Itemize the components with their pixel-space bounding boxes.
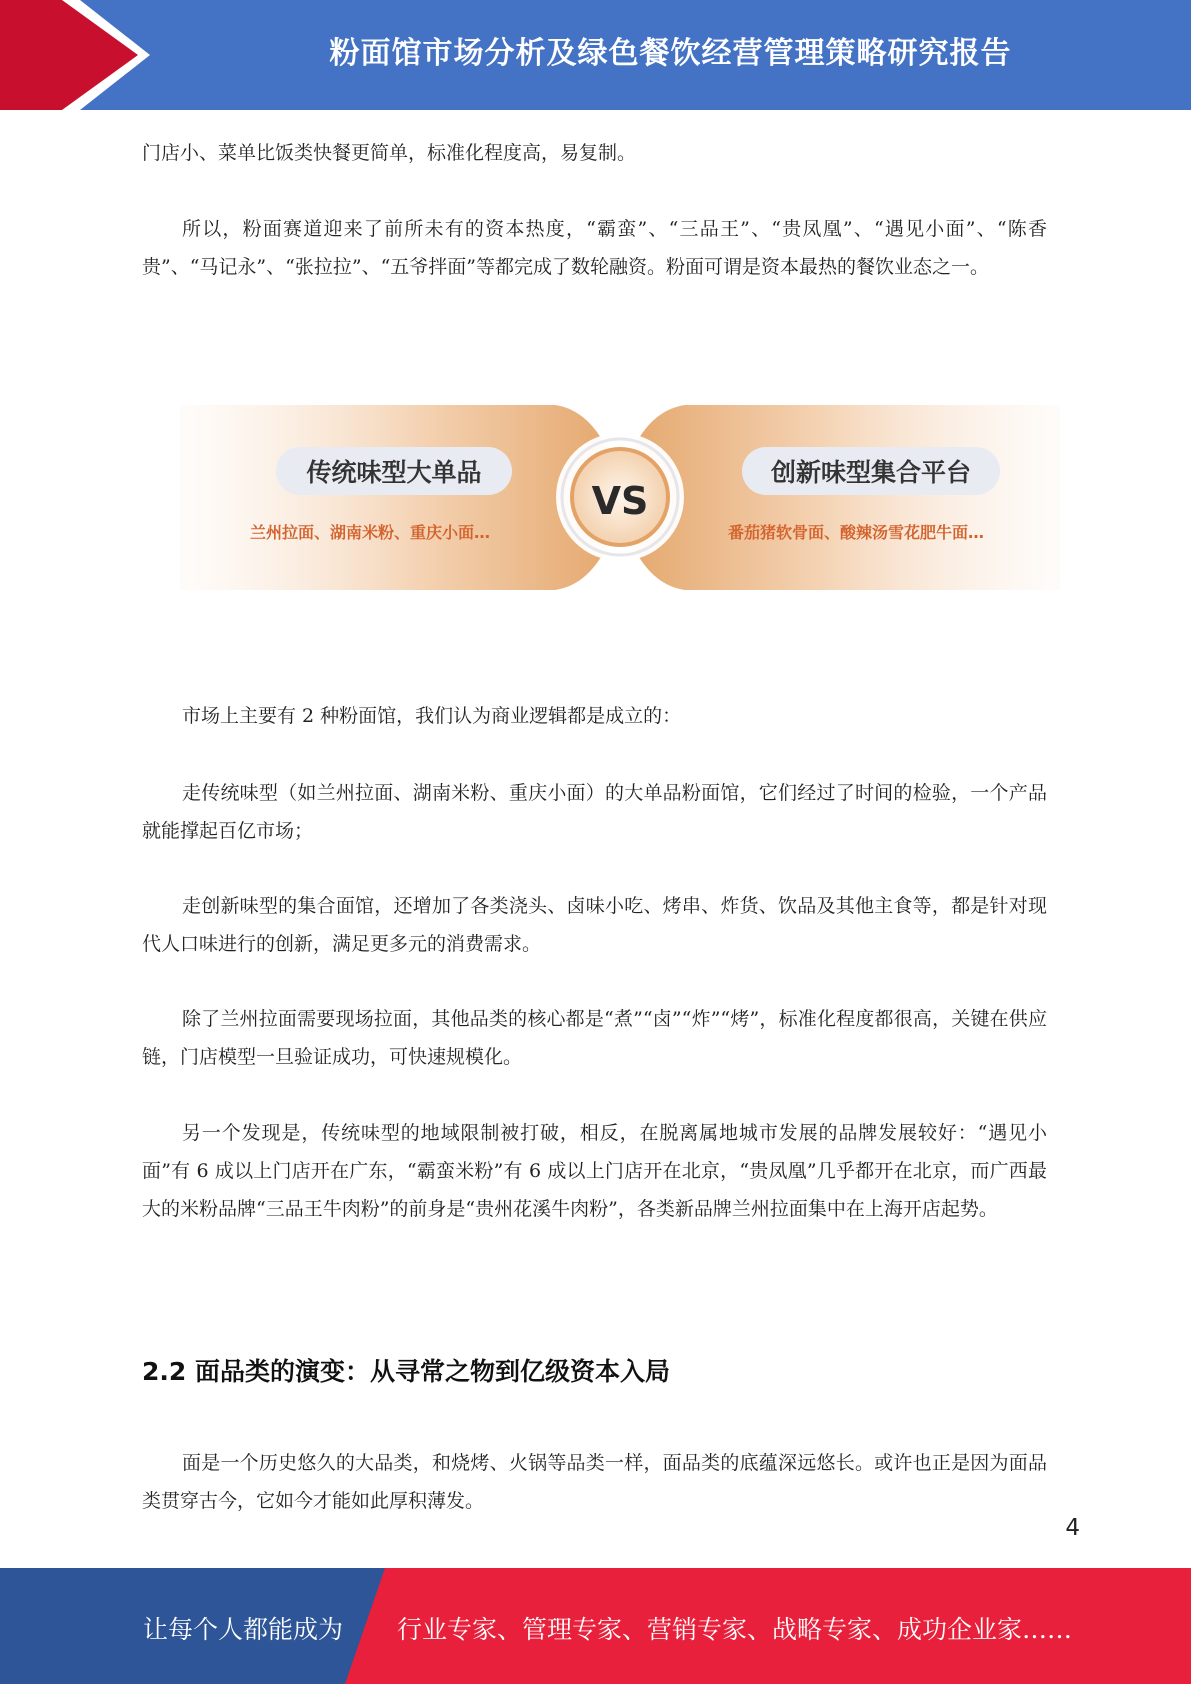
paragraph-intro: 门店小、菜单比饭类快餐更简单，标准化程度高，易复制。 <box>142 142 637 164</box>
paragraph-innovative: 走创新味型的集合面馆，还增加了各类浇头、卤味小吃、烤串、炸货、饮品及其他主食等，都是针对现代人口味进行的创新，满足更多元的消费需求。 <box>142 895 1047 955</box>
paragraph-noodle-history: 面是一个历史悠久的大品类，和烧烤、火锅等品类一样，面品类的底蕴深远悠长。或许也正是因为面品类贯穿古今，它如今才能如此厚积薄发。 <box>142 1452 1047 1512</box>
vs-label: VS <box>591 479 649 523</box>
paragraph-capital-heat: 所以，粉面赛道迎来了前所未有的资本热度，“霸蛮”、“三品王”、“贵凤凰”、“遇见小面”、“陈香贵”、“马记永”、“张拉拉”、“五爷拌面”等都完成了数轮融资。粉面可谓是资本最热的餐饮业态之一。 <box>142 218 1047 278</box>
page-header <box>0 0 1191 110</box>
section-heading: 2.2 面品类的演变：从寻常之物到亿级资本入局 <box>142 1357 670 1386</box>
footer-slogan-right: 行业专家、管理专家、营销专家、战略专家、成功企业家…… <box>397 1615 1073 1644</box>
traditional-examples: 兰州拉面、湖南米粉、重庆小面… <box>250 523 491 542</box>
paragraph-traditional: 走传统味型（如兰州拉面、湖南米粉、重庆小面）的大单品粉面馆，它们经过了时间的检验，一个产品就能撑起百亿市场； <box>142 782 1047 842</box>
page-number: 4 <box>1065 1515 1080 1541</box>
report-title: 粉面馆市场分析及绿色餐饮经营管理策略研究报告 <box>329 36 1012 71</box>
comparison-figure <box>180 405 1060 590</box>
paragraph-regional: 另一个发现是，传统味型的地域限制被打破，相反，在脱离属地城市发展的品牌发展较好：“遇见小面”有 6 成以上门店开在广东，“霸蛮米粉”有 6 成以上门店开在北京，“贵凤凰”几乎都开在北京，而广西最大的米粉品牌“三品王牛肉粉”的前身是“贵州花溪牛肉粉”，各类新品牌兰州拉面集中在上海开店起势。 <box>142 1122 1047 1220</box>
paragraph-two-types: 市场上主要有 2 种粉面馆，我们认为商业逻辑都是成立的： <box>182 705 682 727</box>
traditional-title: 传统味型大单品 <box>276 447 512 495</box>
paragraph-standardization: 除了兰州拉面需要现场拉面，其他品类的核心都是“煮”“卤”“炸”“烤”，标准化程度都很高，关键在供应链，门店模型一旦验证成功，可快速规模化。 <box>142 1008 1047 1068</box>
footer-slogan-left: 让每个人都能成为 <box>143 1615 344 1644</box>
innovative-title: 创新味型集合平台 <box>742 447 1000 495</box>
header-arrow-icon <box>0 0 150 110</box>
innovative-examples: 番茄猪软骨面、酸辣汤雪花肥牛面… <box>728 523 985 542</box>
